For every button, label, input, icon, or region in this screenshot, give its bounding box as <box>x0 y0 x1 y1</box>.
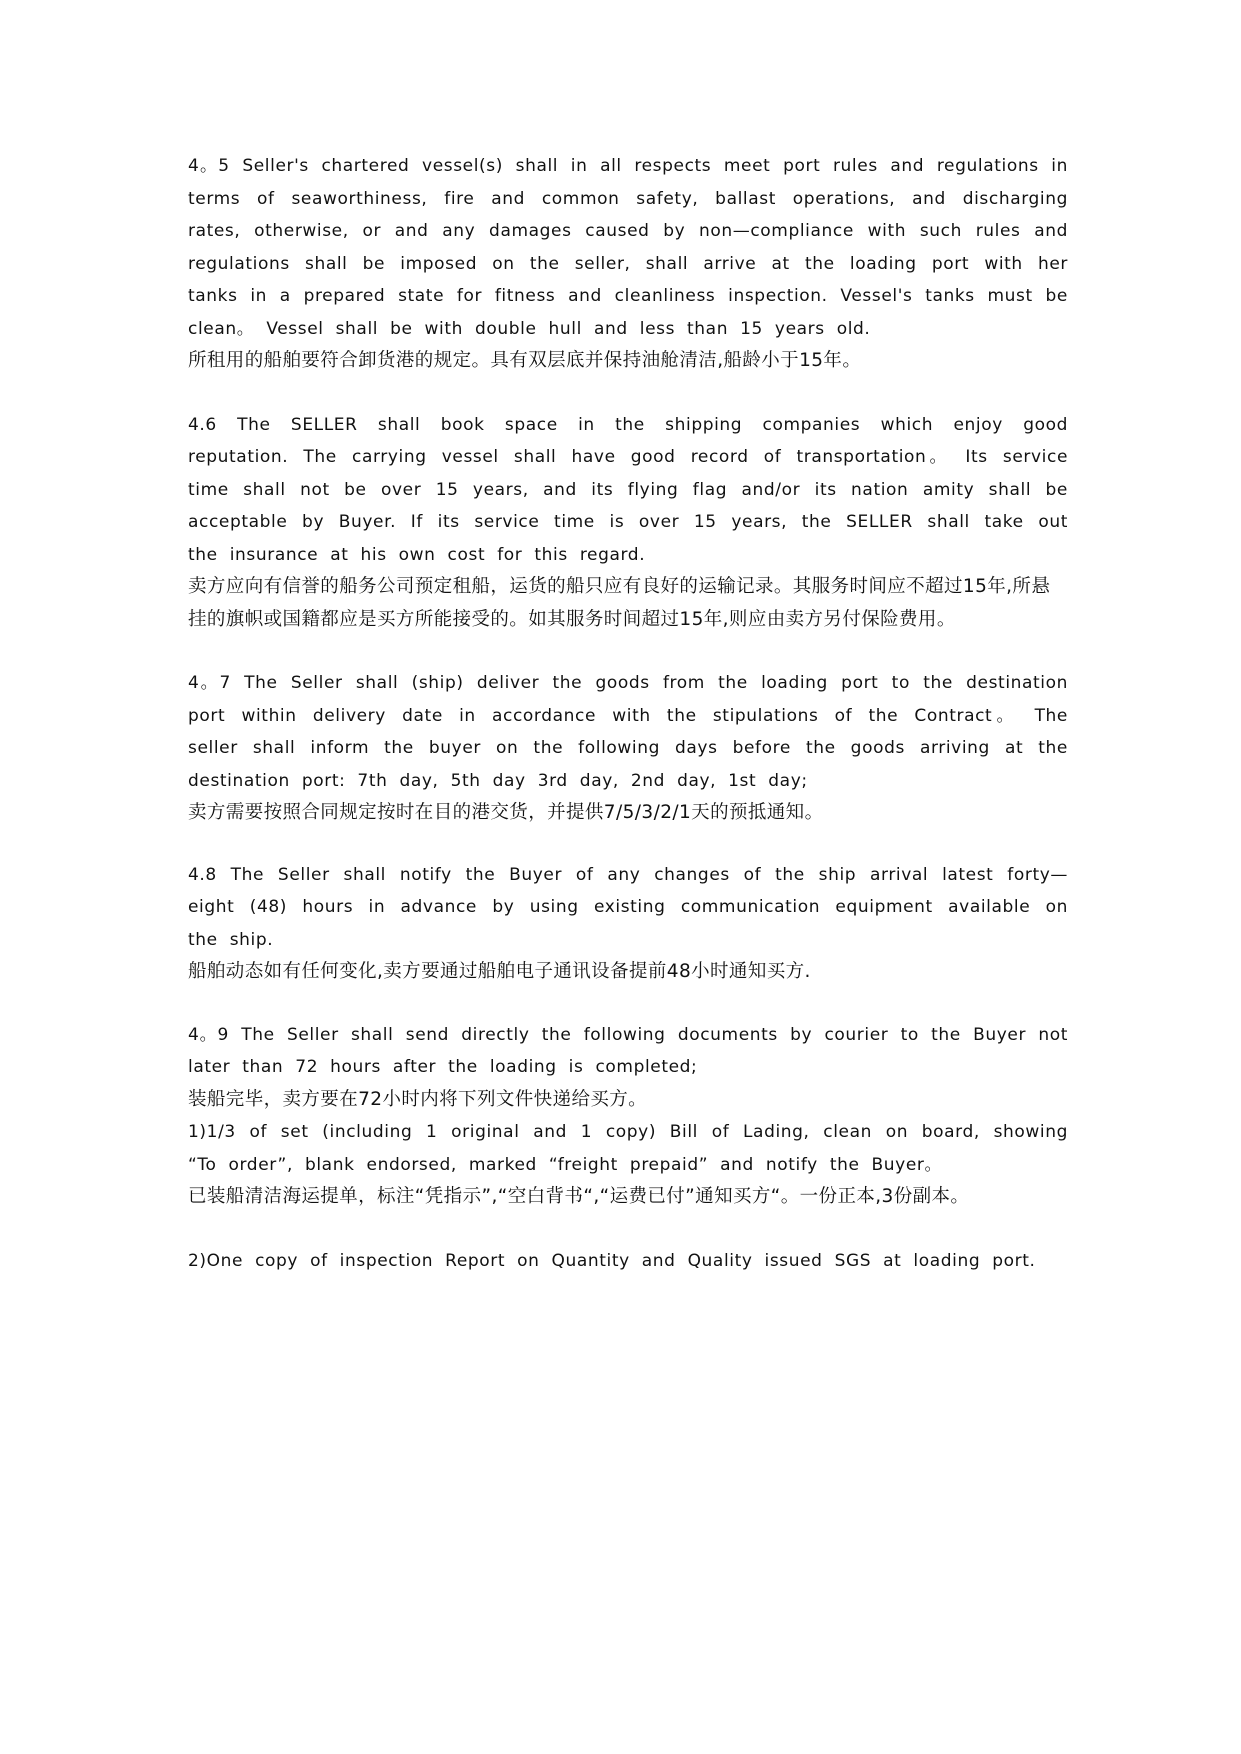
document-item-1-english: 1)1/3 of set (including 1 original and 1 copy) Bill of Lading, clean on board, showing “To order”, blank endorsed, marked “freight prepaid” and notify the Buyer。 <box>188 1122 1068 1175</box>
document-item-1-chinese: 已装船清洁海运提单，标注“凭指示”,“空白背书“,“运费已付”通知买方“。一份正本,3份副本。 <box>188 1186 970 1207</box>
clause-4-5-english: 4。5 Seller's chartered vessel(s) shall in all respects meet port rules and regulations in terms of seaworthiness, fire and common safety, ballast operations, and discharging rates, otherwise, or and any damages caused by non—compliance with such rules and regulations shall be imposed on the seller, shall arrive at the loading port with her tanks in a prepared state for fitness and cleanliness inspection. Vessel's tanks must be clean。 Vessel shall be with double hull and less than 15 years old. <box>188 156 1068 339</box>
clause-4-6 <box>188 409 1068 637</box>
clause-4-9-chinese: 装船完毕，卖方要在72小时内将下列文件快递给买方。 <box>188 1088 648 1110</box>
clause-4-5 <box>188 150 1068 378</box>
clause-4-7-chinese: 卖方需要按照合同规定按时在目的港交货，并提供7/5/3/2/1天的预抵通知。 <box>188 802 824 823</box>
clause-4-6-chinese: 卖方应向有信誉的船务公司预定租船，运货的船只应有良好的运输记录。其服务时间应不超过15年,所悬挂的旗帜或国籍都应是买方所能接受的。如其服务时间超过15年,则应由卖方另付保险费用。 <box>188 576 1051 630</box>
clause-4-7 <box>188 667 1068 830</box>
clause-4-9 <box>188 1019 1068 1214</box>
document-item-2-english: 2)One copy of inspection Report on Quantity and Quality issued SGS at loading port. <box>188 1250 1036 1271</box>
clause-4-7-english: 4。7 The Seller shall (ship) deliver the goods from the loading port to the destination port within delivery date in accordance with the stipulations of the Contract。 The seller shall inform the buyer on the following days before the goods arriving at the destination port: 7th day, 5th day 3rd day, 2nd day, 1st day; <box>188 673 1068 791</box>
document-page <box>188 150 1068 1308</box>
clause-4-8-english: 4.8 The Seller shall notify the Buyer of any changes of the ship arrival latest forty—eight (48) hours in advance by using existing communication equipment available on the ship. <box>188 864 1068 950</box>
clause-4-8 <box>188 859 1068 989</box>
clause-4-9-english: 4。9 The Seller shall send directly the following documents by courier to the Buyer not later than 72 hours after the loading is completed; <box>188 1024 1068 1077</box>
clause-4-5-chinese: 所租用的船舶要符合卸货港的规定。具有双层底并保持油舱清洁,船龄小于15年。 <box>188 350 862 371</box>
clause-4-8-chinese: 船舶动态如有任何变化,卖方要通过船舶电子通讯设备提前48小时通知买方. <box>188 961 811 982</box>
document-item-2 <box>188 1245 1068 1278</box>
clause-4-6-english: 4.6 The SELLER shall book space in the shipping companies which enjoy good reputation. The carrying vessel shall have good record of transportation。 Its service time shall not be over 15 years, and its flying flag and/or its nation amity shall be acceptable by Buyer. If its service time is over 15 years, the SELLER shall take out the insurance at his own cost for this regard. <box>188 414 1068 565</box>
